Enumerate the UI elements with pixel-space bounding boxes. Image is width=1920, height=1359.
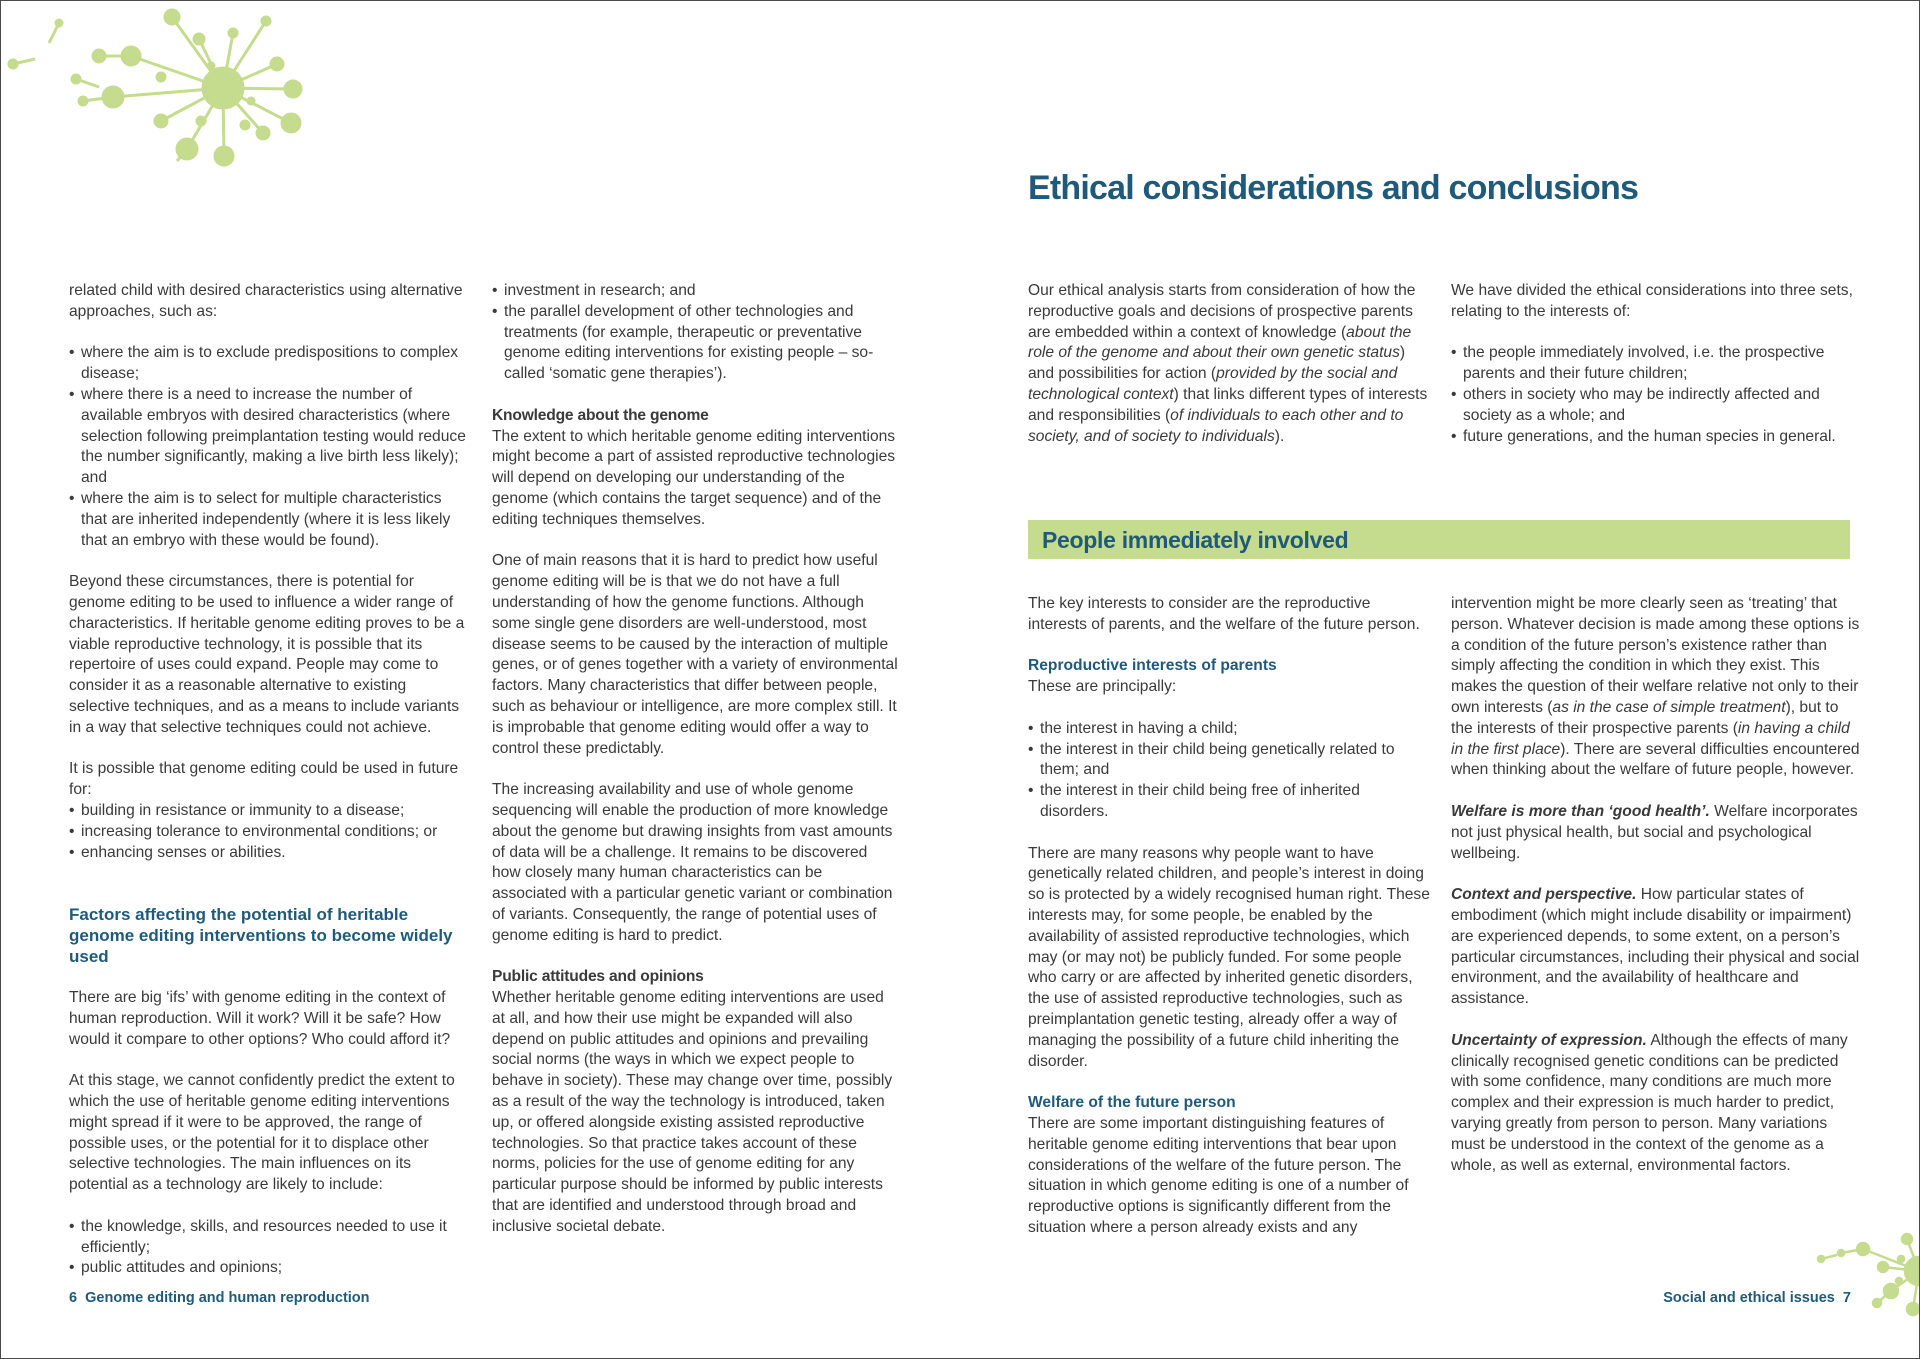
page-number: 7 [1842,1290,1851,1306]
page-title: Ethical considerations and conclusions [1028,169,1639,207]
bullet-list [1451,343,1863,447]
list-item: • public attitudes and opinions; [69,1258,467,1279]
bullet-list [69,1217,467,1279]
subheading: Public attitudes and opinions [492,968,704,986]
paragraph: related child with desired characteristics using alternative approaches, such as: [69,282,463,320]
paragraph: It is possible that genome editing could be used in future for: [69,760,459,799]
section-band [1028,520,1850,559]
section-band-title: People immediately involved [1042,527,1349,553]
list-item: • the parallel development of other technologies and treatments (for example, therapeutic or preventative genome editing interventions for existing people – so-called ‘somatic gene therapies’). [492,302,898,385]
paragraph: The increasing availability and use of whole genome sequencing will enable the production of more knowledge about the genome but drawing insights from vast amounts of data will be a challenge. It remains to be discovered how closely many human characteristics can be associated with a particular genetic variant or combination of variants. Consequently, the range of potential uses of genome editing is hard to predict. [492,781,893,944]
left-column-2 [492,281,898,1258]
paragraph: Uncertainty of expression. Although the effects of many clinically recognised genetic conditions can be predicted with some confidence, many conditions are much more complex and their expression is much harder to predict, varying greatly from person to person. Many variations must be understood in the context of the genome as a whole, as well as external, environmental factors. [1451,1031,1848,1174]
list-item: • investment in research; and [492,281,898,302]
list-item: • where the aim is to select for multiple characteristics that are inherited independently (where it is less likely that an embryo with these would be found). [69,489,467,551]
list-item: • the interest in their child being free of inherited disorders. [1028,781,1430,823]
list-item: • the interest in having a child; [1028,719,1430,740]
right-column-1-intro [1028,281,1430,468]
bullet-list [492,281,898,385]
list-item: • where there is a need to increase the number of available embryos with desired characteristics (where selection following preimplantation testing would reduce the number significantly, making a live birth less likely); and [69,385,467,489]
subheading: Reproductive interests of parents [1028,657,1277,675]
paragraph: Whether heritable genome editing interventions are used at all, and how their use might be expanded will also depend on public attitudes and opinions and prevailing social norms (the ways in which we expect people to behave in society). These may change over time, possibly as a result of the way the technology is introduced, taken up, or offered alongside existing assisted reproductive technologies. So that practice takes account of these norms, policies for the use of genome editing for any particular purpose should be informed by public interests that are identified and understood through broad and inclusive societal debate. [492,989,893,1235]
subheading: Knowledge about the genome [492,406,709,424]
paragraph: The key interests to consider are the reproductive interests of parents, and the welfare of the future person. [1028,595,1420,633]
subheading: Welfare of the future person [1028,1094,1236,1112]
page-number: 6 [69,1290,78,1306]
footer-right [1663,1290,1851,1306]
bullet-list [1028,719,1430,823]
paragraph: One of main reasons that it is hard to predict how useful genome editing will be is that we do not have a full understanding of how the genome functions. Although some single gene disorders are well-understood, most disease seems to be caused by the interaction of multiple genes, or of genes together with a variety of environmental factors. Many characteristics that differ between people, such as behaviour or intelligence, are more complex still. It is improbable that genome editing would offer a way to control these predictably. [492,552,898,757]
paragraph: Context and perspective. How particular states of embodiment (which might include disability or impairment) are experienced depends, to some extent, on a person’s particular circumstances, including their physical and social environment, and the availability of healthcare and assistance. [1451,886,1860,1008]
footer-title: Social and ethical issues [1663,1290,1835,1306]
paragraph: The extent to which heritable genome editing interventions might become a part of assisted reproductive technologies will depend on developing our understanding of the genome (which contains the target sequence) and of the editing techniques themselves. [492,427,896,528]
paragraph: Our ethical analysis starts from consideration of how the reproductive goals and decisions of prospective parents are embedded within a context of knowledge (about the role of the genome and about their own genetic status) and possibilities for action (provided by the social and technological context) that links different types of interests and responsibilities (of individuals to each other and to society, and of society to individuals). [1028,282,1428,445]
list-item: • where the aim is to exclude predispositions to complex disease; [69,343,467,385]
right-column-1 [1028,594,1430,1260]
paragraph: Beyond these circumstances, there is potential for genome editing to be used to influence a wider range of characteristics. If heritable genome editing proves to be a viable reproductive technology, it is possible that its repertoire of uses could expand. People may come to consider it as a reasonable alternative to existing selective techniques, and as a means to include variants in a way that selective techniques could not achieve. [69,573,465,736]
bullet-list [69,343,467,551]
list-item: • enhancing senses or abilities. [69,843,467,864]
paragraph: intervention might be more clearly seen as ‘treating’ that person. Whatever decision is made among these options is a condition of the future person’s existence rather than simply affecting the condition in which they exist. This makes the question of their welfare relative not only to their own interests (as in the case of simple treatment), but to the interests of their prospective parents (in having a child in the first place). There are several difficulties encountered when thinking about the welfare of future people, however. [1451,595,1860,779]
paragraph: There are some important distinguishing features of heritable genome editing interventions that bear upon considerations of the welfare of the future person. The situation in which genome editing is one of a number of reproductive options is significantly different from the situation where a person already exists and any [1028,1114,1409,1236]
list-item: • increasing tolerance to environmental conditions; or [69,822,467,843]
list-item: • others in society who may be indirectly affected and society as a whole; and [1451,385,1863,427]
left-column-1 [69,281,467,1279]
list-item: • the interest in their child being genetically related to them; and [1028,740,1430,782]
paragraph: At this stage, we cannot confidently predict the extent to which the use of heritable genome editing interventions might spread if it were to be approved, the range of possible uses, or the potential for it to displace other selective technologies. The main influences on its potential as a technology are likely to include: [69,1072,455,1194]
footer-title: Genome editing and human reproduction [85,1290,370,1306]
list-item: • the people immediately involved, i.e. the prospective parents and their future children; [1451,343,1863,385]
footer-left [69,1290,370,1306]
molecule-network-icon [1,1,311,176]
right-column-2-intro [1451,281,1863,447]
paragraph: There are big ‘ifs’ with genome editing in the context of human reproduction. Will it work? Will it be safe? How would it compare to other options? Who could afford it? [69,989,451,1048]
bullet-list [69,801,467,863]
paragraph: These are principally: [1028,678,1177,696]
list-item: • future generations, and the human species in general. [1451,427,1863,448]
paragraph: There are many reasons why people want to have genetically related children, and people’s interest in doing so is protected by a widely recognised human right. These interests may, for some people, be enabled by the availability of assisted reproductive technologies, which may (or may not) be publicly funded. For some people who carry or are affected by inherited genetic disorders, the use of assisted reproductive technologies, such as preimplantation genetic testing, already offer a way of managing the possibility of a future child inheriting the disorder. [1028,844,1430,1070]
section-heading: Factors affecting the potential of heritable genome editing interventions to become widely used [69,905,453,967]
list-item: • building in resistance or immunity to a disease; [69,801,467,822]
list-item: • the knowledge, skills, and resources needed to use it efficiently; [69,1217,467,1259]
paragraph: We have divided the ethical considerations into three sets, relating to the interests of: [1451,282,1853,320]
right-column-2 [1451,594,1863,1197]
paragraph: Welfare is more than ‘good health’. Welfare incorporates not just physical health, but social and psychological wellbeing. [1451,802,1858,862]
